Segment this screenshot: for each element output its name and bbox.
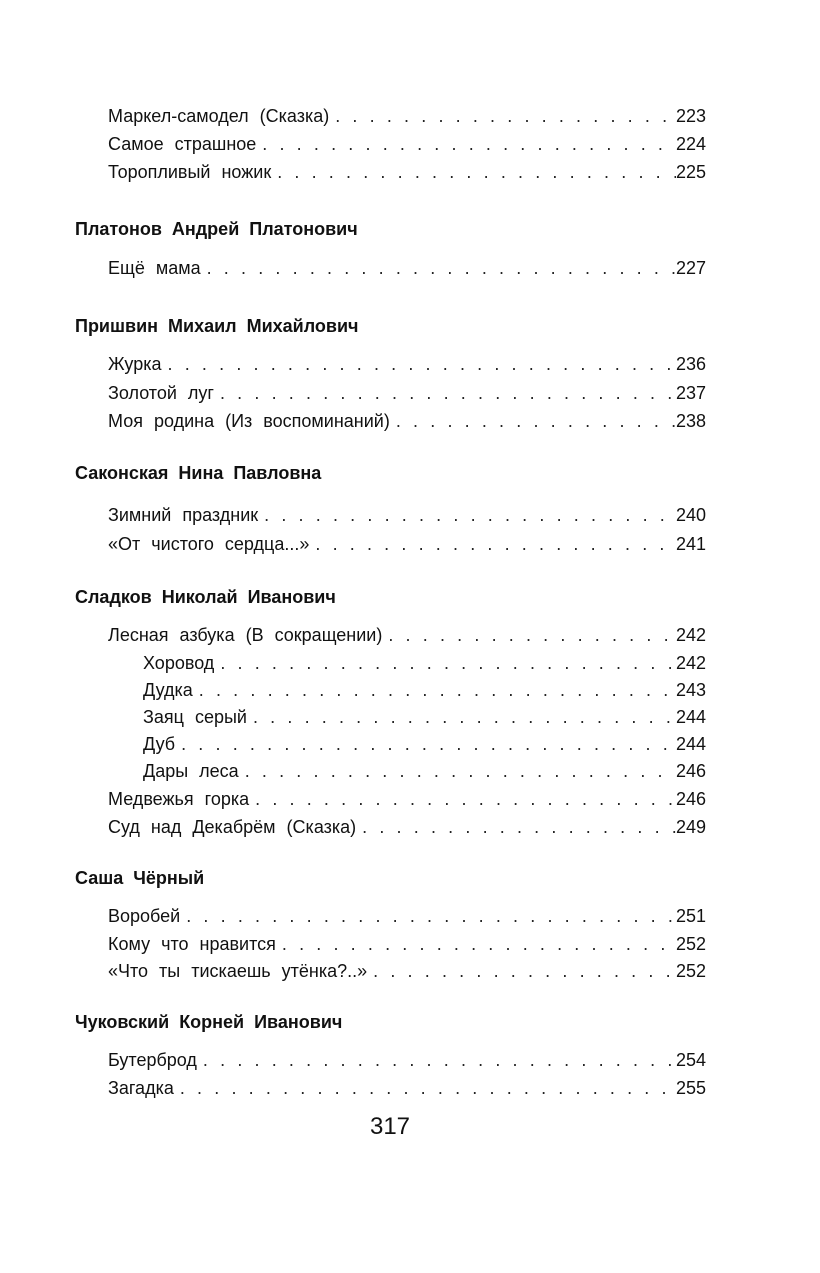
toc-entry: [108, 532, 706, 556]
dot-leader: [277, 160, 676, 184]
entry-title: Дуб: [143, 734, 176, 754]
entry-title: Золотой луг: [108, 383, 214, 403]
toc-entry: [108, 256, 706, 280]
dot-leader: [335, 104, 676, 128]
dot-leader: [180, 1076, 676, 1100]
toc-entry: [108, 1076, 706, 1100]
entry-title: «От чистого сердца...»: [108, 534, 310, 554]
entry-title: Дудка: [143, 680, 193, 700]
toc-entry: [108, 787, 706, 811]
dot-leader: [181, 732, 676, 756]
entry-page: 238: [675, 411, 706, 431]
toc-entry: [108, 160, 706, 184]
entry-page: 252: [675, 934, 706, 954]
entry-page: 251: [675, 906, 706, 926]
entry-page: 240: [675, 505, 706, 525]
dot-leader: [207, 256, 676, 280]
entry-title: Маркел-самодел (Сказка): [108, 106, 330, 126]
toc-entry: [108, 1048, 706, 1072]
dot-leader: [220, 381, 676, 405]
dot-leader: [253, 705, 676, 729]
entry-title: Лесная азбука (В сокращении): [108, 625, 383, 645]
entry-page: 223: [675, 106, 706, 126]
toc-subentry: [143, 678, 706, 702]
entry-title: Журка: [108, 354, 162, 374]
entry-page: 252: [675, 961, 706, 981]
dot-leader: [220, 651, 676, 675]
entry-title: Торопливый ножик: [108, 162, 272, 182]
entry-title: «Что ты тискаешь утёнка?..»: [108, 961, 368, 981]
entry-page: 246: [675, 789, 706, 809]
entry-page: 242: [675, 625, 706, 645]
toc-entry: [108, 815, 706, 839]
entry-page: 243: [675, 680, 706, 700]
entry-title: Дары леса: [143, 761, 239, 781]
dot-leader: [186, 904, 676, 928]
entry-title: Воробей: [108, 906, 181, 926]
toc-entry: [108, 904, 706, 928]
entry-page: 246: [675, 761, 706, 781]
dot-leader: [168, 352, 676, 376]
toc-entry: [108, 959, 706, 983]
entry-page: 224: [675, 134, 706, 154]
entry-page: 227: [675, 258, 706, 278]
dot-leader: [245, 759, 676, 783]
dot-leader: [264, 503, 676, 527]
entry-page: 255: [675, 1078, 706, 1098]
toc-entry: [108, 932, 706, 956]
author-heading: Платонов Андрей Платонович: [75, 219, 358, 239]
author-heading: Пришвин Михаил Михайлович: [75, 316, 359, 336]
toc-entry: [108, 352, 706, 376]
author-heading: Саша Чёрный: [75, 868, 205, 888]
dot-leader: [388, 623, 676, 647]
entry-title: Заяц серый: [143, 707, 247, 727]
entry-page: 237: [675, 383, 706, 403]
entry-page: 249: [675, 817, 706, 837]
entry-title: Хоровод: [143, 653, 215, 673]
entry-title: Ещё мама: [108, 258, 201, 278]
entry-page: 225: [675, 162, 706, 182]
page-number: 317: [369, 1113, 411, 1140]
entry-title: Бутерброд: [108, 1050, 197, 1070]
entry-page: 242: [675, 653, 706, 673]
toc-entry: [108, 381, 706, 405]
author-heading: Саконская Нина Павловна: [75, 463, 322, 483]
toc-entry: [108, 623, 706, 647]
toc-entry: [108, 104, 706, 128]
entry-title: Самое страшное: [108, 134, 257, 154]
dot-leader: [199, 678, 676, 702]
toc-subentry: [143, 651, 706, 675]
dot-leader: [396, 409, 676, 433]
dot-leader: [373, 959, 676, 983]
entry-page: 236: [675, 354, 706, 374]
toc-entry: [108, 132, 706, 156]
entry-page: 244: [675, 707, 706, 727]
entry-title: Моя родина (Из воспоминаний): [108, 411, 390, 431]
toc-subentry: [143, 705, 706, 729]
author-heading: Чуковский Корней Иванович: [75, 1012, 343, 1032]
toc-subentry: [143, 759, 706, 783]
dot-leader: [315, 532, 676, 556]
toc-subentry: [143, 732, 706, 756]
entry-page: 244: [675, 734, 706, 754]
entry-title: Загадка: [108, 1078, 174, 1098]
entry-title: Медвежья горка: [108, 789, 250, 809]
entry-page: 241: [675, 534, 706, 554]
dot-leader: [203, 1048, 676, 1072]
dot-leader: [262, 132, 676, 156]
toc-entry: [108, 503, 706, 527]
entry-title: Суд над Декабрём (Сказка): [108, 817, 357, 837]
dot-leader: [282, 932, 676, 956]
entry-title: Зимний праздник: [108, 505, 259, 525]
toc-entry: [108, 409, 706, 433]
dot-leader: [362, 815, 676, 839]
entry-page: 254: [675, 1050, 706, 1070]
author-heading: Сладков Николай Иванович: [75, 587, 336, 607]
dot-leader: [255, 787, 676, 811]
entry-title: Кому что нравится: [108, 934, 276, 954]
